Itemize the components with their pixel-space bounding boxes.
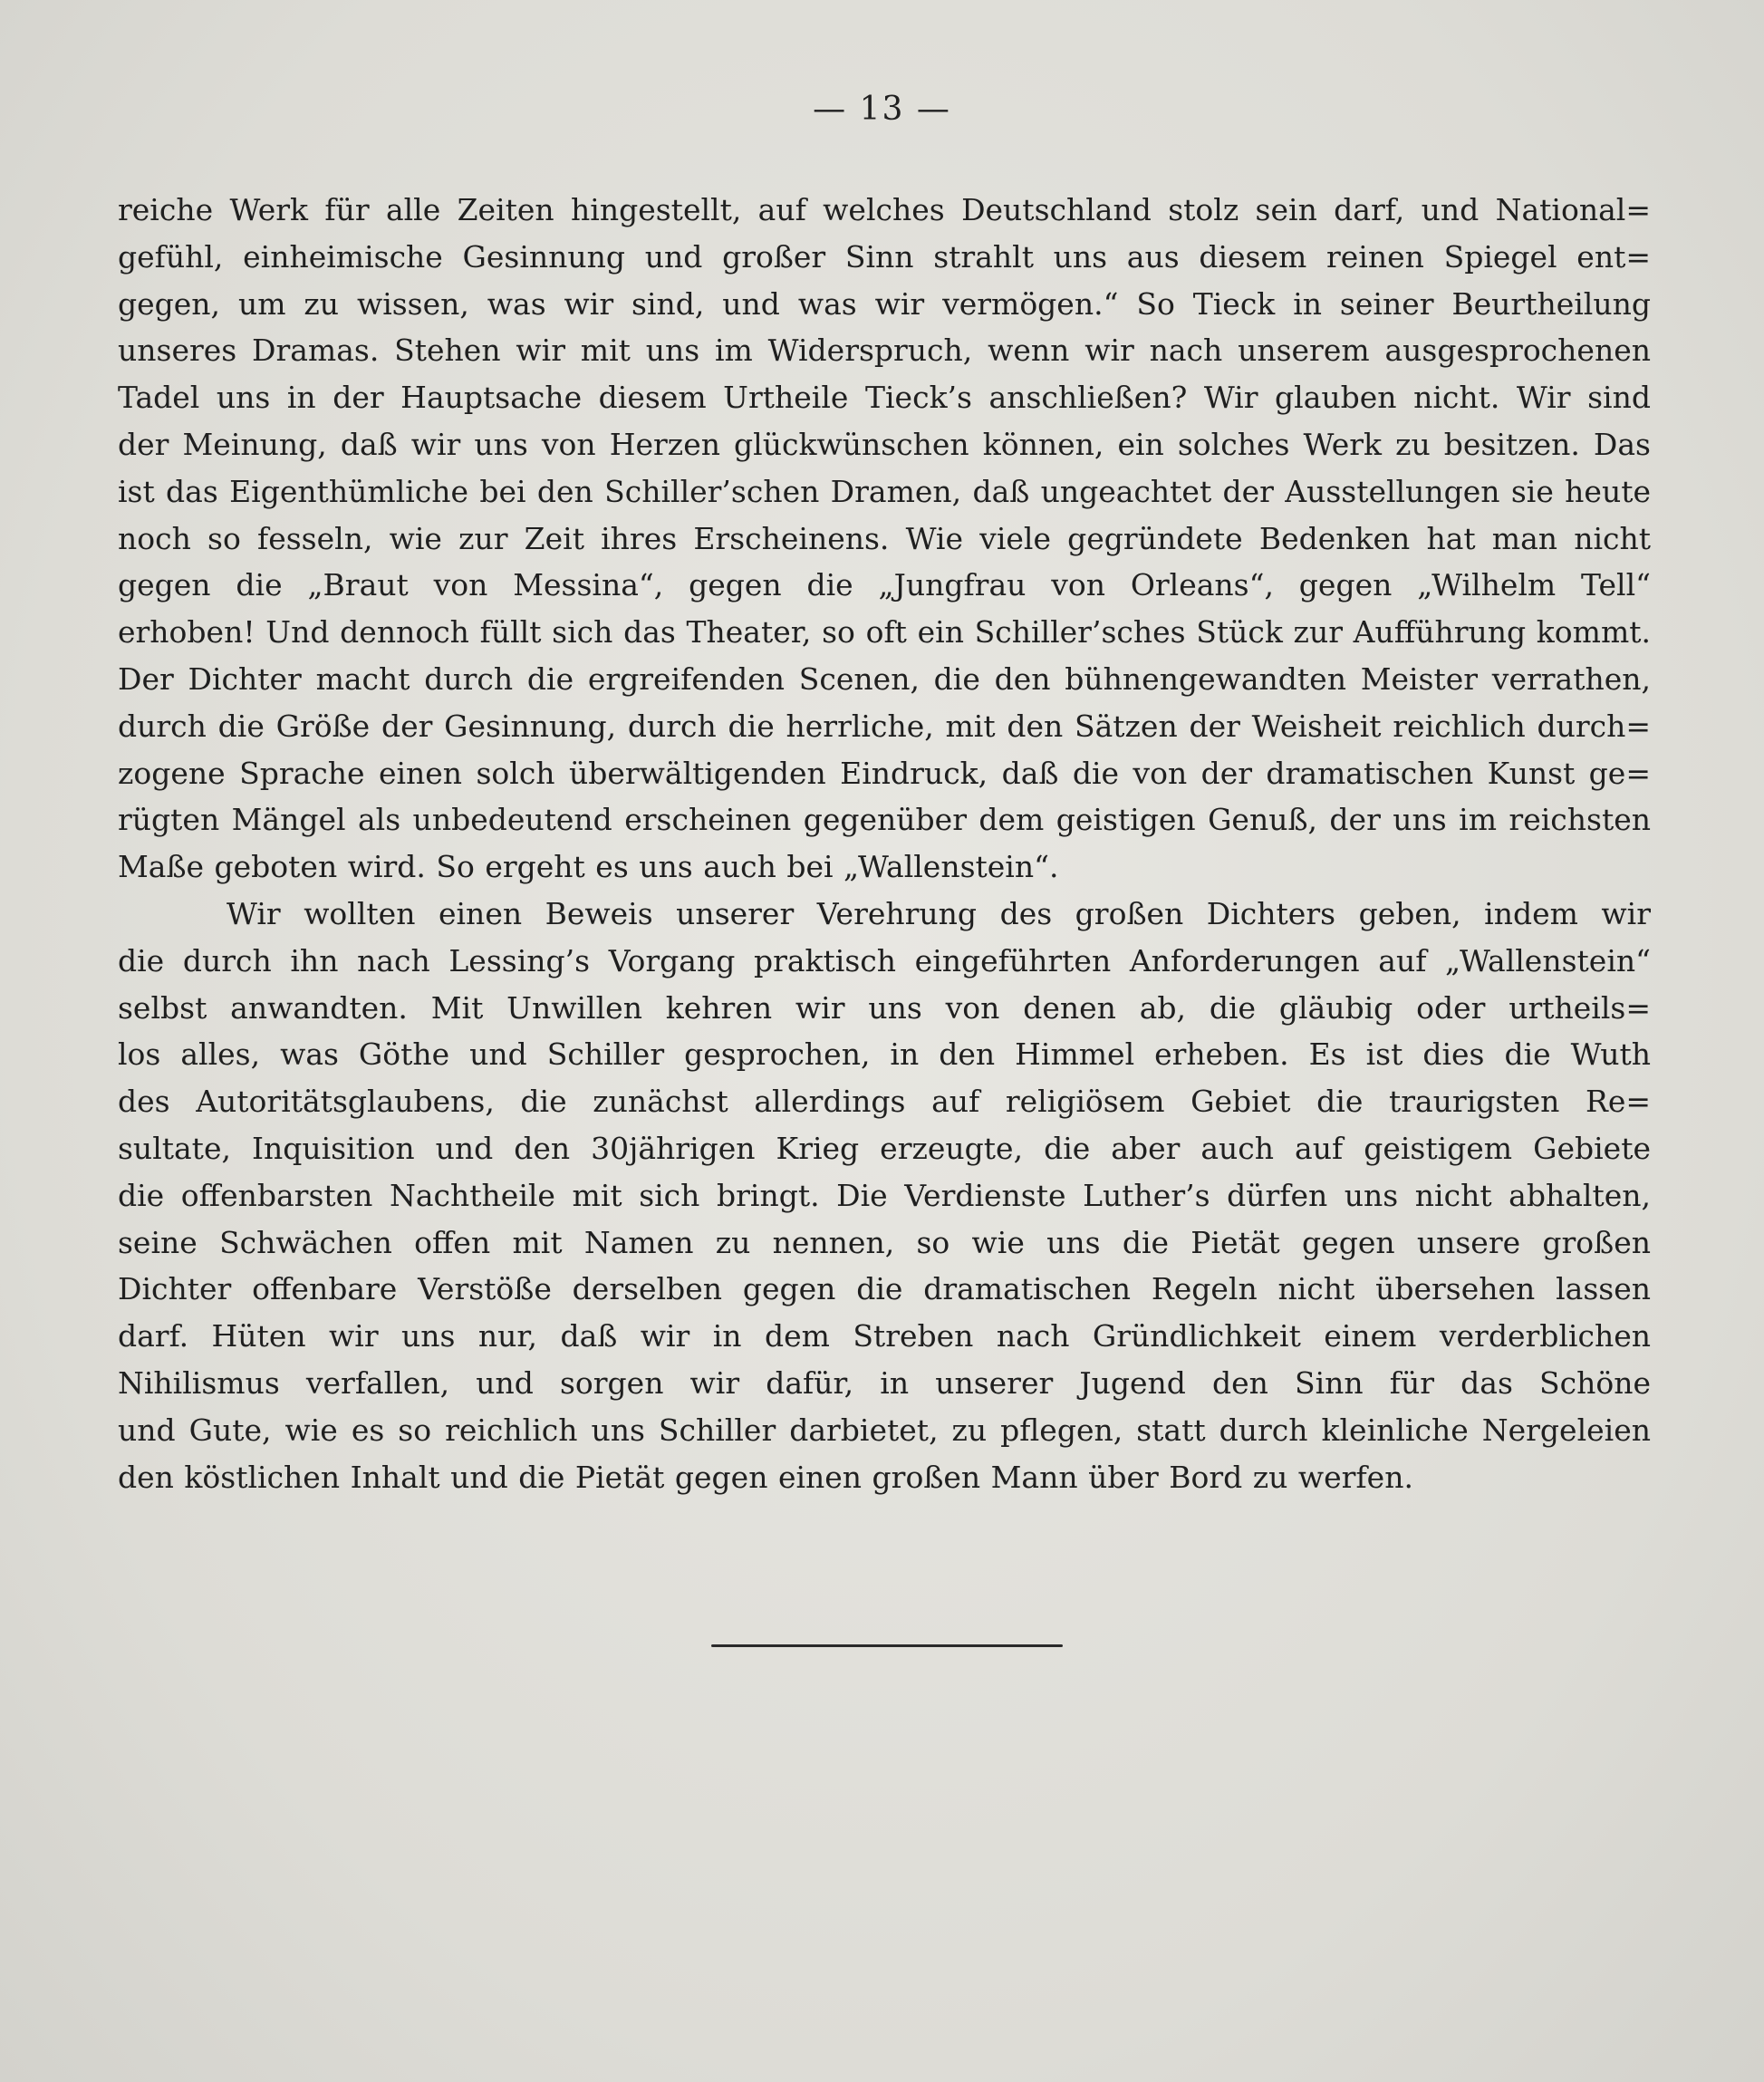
text-line: selbst anwandten. Mit Unwillen kehren wir uns von denen ab, die gläubig oder urtheils= (118, 989, 1651, 1026)
text-line: die offenbarsten Nachtheile mit sich bringt. Die Verdienste Luther’s dürfen uns nicht abhalten, (118, 1177, 1651, 1213)
paragraph-start-line: Wir wollten einen Beweis unserer Verehrung des großen Dichters geben, indem wir (227, 895, 1651, 931)
text-line: gegen die „Braut von Messina“, gegen die „Jungfrau von Orleans“, gegen „Wilhelm Tell“ (118, 567, 1651, 603)
text-line: sultate, Inquisition und den 30jährigen Krieg erzeugte, die aber auch auf geistigem Gebiete (118, 1130, 1651, 1166)
text-line: erhoben! Und dennoch füllt sich das Theater, so oft ein Schiller’sches Stück zur Aufführung kommt. (118, 614, 1651, 651)
text-line: Dichter offenbare Verstöße derselben gegen die dramatischen Regeln nicht übersehen lassen (118, 1271, 1651, 1307)
body-text (118, 187, 1651, 1500)
text-line: und Gute, wie es so reichlich uns Schiller darbietet, zu pflegen, statt durch kleinliche Nergeleien (118, 1412, 1651, 1448)
text-line: zogene Sprache einen solch überwältigenden Eindruck, daß die von der dramatischen Kunst ge= (118, 755, 1651, 791)
text-line: gegen, um zu wissen, was wir sind, und was wir vermögen.“ So Tieck in seiner Beurtheilung (118, 285, 1651, 322)
text-line: noch so fesseln, wie zur Zeit ihres Erscheinens. Wie viele gegründete Bedenken hat man nicht (118, 520, 1651, 556)
text-line: los alles, was Göthe und Schiller gesprochen, in den Himmel erheben. Es ist dies die Wuth (118, 1036, 1651, 1073)
text-line: rügten Mängel als unbedeutend erscheinen gegenüber dem geistigen Genuß, der uns im reichsten (118, 802, 1651, 838)
paragraph-end-line: den köstlichen Inhalt und die Pietät gegen einen großen Mann über Bord zu werfen. (118, 1459, 1413, 1495)
text-line: die durch ihn nach Lessing’s Vorgang praktisch eingeführten Anforderungen auf „Wallenstein“ (118, 942, 1651, 978)
text-line: Nihilismus verfallen, und sorgen wir dafür, in unserer Jugend den Sinn für das Schöne (118, 1364, 1651, 1401)
text-line: unseres Dramas. Stehen wir mit uns im Widerspruch, wenn wir nach unserem ausgesprochenen (118, 333, 1651, 369)
text-line: der Meinung, daß wir uns von Herzen glückwünschen können, ein solches Werk zu besitzen. Das (118, 426, 1651, 462)
paragraph-end-line: Maße geboten wird. So ergeht es uns auch bei „Wallenstein“. (118, 849, 1059, 885)
text-line: Der Dichter macht durch die ergreifenden Scenen, die den bühnengewandten Meister verrathen, (118, 660, 1651, 697)
text-line: des Autoritätsglaubens, die zunächst allerdings auf religiösem Gebiet die traurigsten Re= (118, 1084, 1651, 1120)
text-line: ist das Eigenthümliche bei den Schiller’schen Dramen, daß ungeachtet der Ausstellungen sie heute (118, 473, 1651, 509)
closing-rule (711, 1644, 1063, 1647)
page-number: — 13 — (813, 91, 951, 128)
text-line: seine Schwächen offen mit Namen zu nennen, so wie uns die Pietät gegen unsere großen (118, 1224, 1651, 1260)
text-line: gefühl, einheimische Gesinnung und großer Sinn strahlt uns aus diesem reinen Spiegel ent= (118, 238, 1651, 275)
text-line: Tadel uns in der Hauptsache diesem Urtheile Tieck’s anschließen? Wir glauben nicht. Wir sind (118, 380, 1651, 416)
text-line: durch die Größe der Gesinnung, durch die herrliche, mit den Sätzen der Weisheit reichlich durch= (118, 708, 1651, 744)
text-line: reiche Werk für alle Zeiten hingestellt, auf welches Deutschland stolz sein darf, und National= (118, 192, 1651, 227)
text-line: darf. Hüten wir uns nur, daß wir in dem Streben nach Gründlichkeit einem verderblichen (118, 1318, 1651, 1354)
